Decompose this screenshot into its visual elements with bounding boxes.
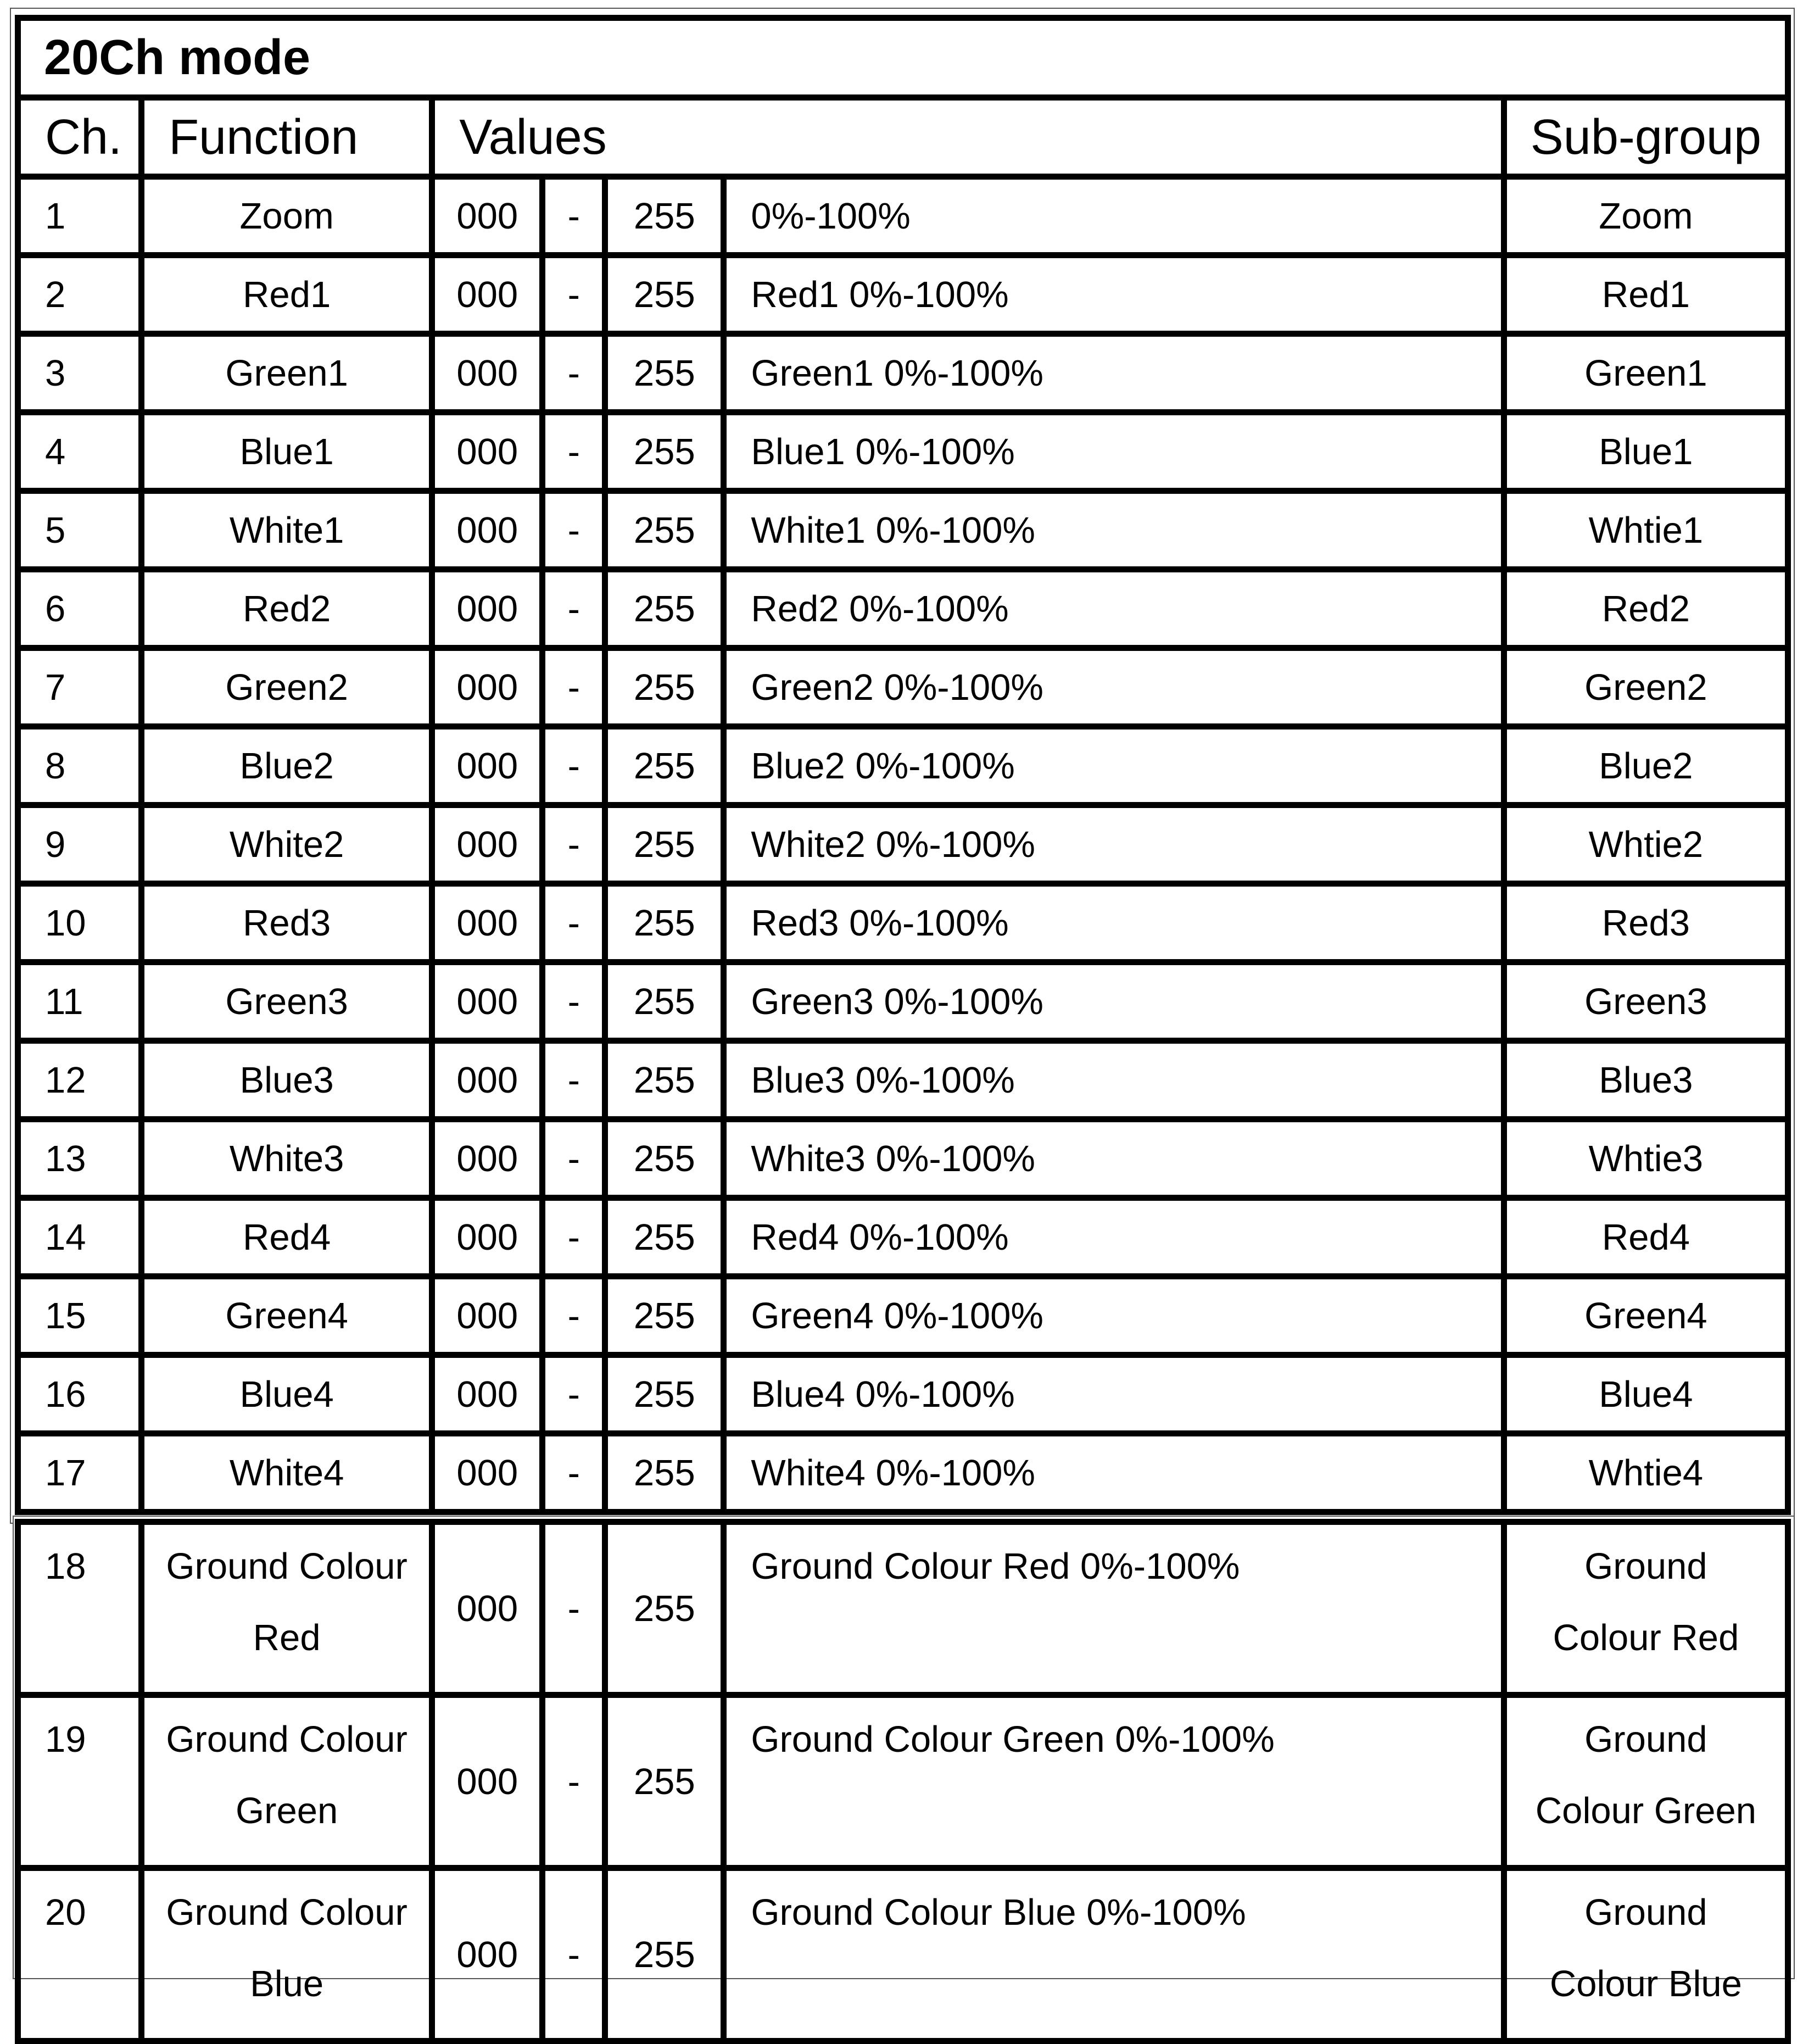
function-name bbox=[142, 1695, 432, 1868]
value-separator: - bbox=[543, 1041, 605, 1120]
value-separator: - bbox=[543, 1434, 605, 1512]
value-separator: - bbox=[543, 255, 605, 334]
function-name: Green3 bbox=[142, 962, 432, 1041]
function-name: Green4 bbox=[142, 1277, 432, 1355]
value-description: Blue1 0%-100% bbox=[724, 413, 1504, 491]
dmx-channel-table bbox=[15, 15, 1791, 1515]
value-from: 000 bbox=[432, 962, 543, 1041]
value-separator: - bbox=[543, 727, 605, 805]
value-separator: - bbox=[543, 413, 605, 491]
subgroup-name: Green1 bbox=[1504, 334, 1788, 413]
function-name: Blue4 bbox=[142, 1355, 432, 1434]
value-description: Red1 0%-100% bbox=[724, 255, 1504, 334]
value-separator: - bbox=[543, 491, 605, 570]
value-separator: - bbox=[543, 1695, 605, 1868]
value-separator: - bbox=[543, 884, 605, 962]
value-from: 000 bbox=[432, 884, 543, 962]
subgroup-name: Blue2 bbox=[1504, 727, 1788, 805]
title-row bbox=[18, 18, 1788, 98]
table-row bbox=[18, 648, 1788, 727]
subgroup-name bbox=[1504, 1695, 1788, 1868]
value-to: 255 bbox=[605, 1277, 724, 1355]
channel-number: 9 bbox=[18, 805, 142, 884]
channel-number: 12 bbox=[18, 1041, 142, 1120]
value-description: Green1 0%-100% bbox=[724, 334, 1504, 413]
function-name-line2: Green bbox=[236, 1790, 338, 1831]
value-description: Ground Colour Green 0%-100% bbox=[724, 1695, 1504, 1868]
value-from: 000 bbox=[432, 177, 543, 255]
value-to: 255 bbox=[605, 1434, 724, 1512]
value-description: Blue4 0%-100% bbox=[724, 1355, 1504, 1434]
channel-number: 14 bbox=[18, 1198, 142, 1277]
value-to: 255 bbox=[605, 1695, 724, 1868]
subgroup-name: Whtie3 bbox=[1504, 1120, 1788, 1198]
value-description: White4 0%-100% bbox=[724, 1434, 1504, 1512]
table-row bbox=[18, 727, 1788, 805]
table-row bbox=[18, 805, 1788, 884]
subgroup-name-line2: Colour Red bbox=[1553, 1617, 1739, 1658]
channel-number: 11 bbox=[18, 962, 142, 1041]
subgroup-name-line1: Ground bbox=[1584, 1892, 1707, 1933]
table-title: 20Ch mode bbox=[18, 18, 1788, 98]
value-from: 000 bbox=[432, 1120, 543, 1198]
function-name: Red3 bbox=[142, 884, 432, 962]
value-description: 0%-100% bbox=[724, 177, 1504, 255]
value-to: 255 bbox=[605, 491, 724, 570]
value-separator: - bbox=[543, 648, 605, 727]
value-from: 000 bbox=[432, 1041, 543, 1120]
subgroup-name: Red1 bbox=[1504, 255, 1788, 334]
subgroup-name-line1: Ground bbox=[1584, 1546, 1707, 1587]
table-row bbox=[18, 884, 1788, 962]
subgroup-name: Whtie4 bbox=[1504, 1434, 1788, 1512]
value-description: Red3 0%-100% bbox=[724, 884, 1504, 962]
value-to: 255 bbox=[605, 334, 724, 413]
value-to: 255 bbox=[605, 962, 724, 1041]
value-description: Blue3 0%-100% bbox=[724, 1041, 1504, 1120]
channel-number: 5 bbox=[18, 491, 142, 570]
table-row bbox=[18, 1522, 1788, 1695]
value-to: 255 bbox=[605, 1120, 724, 1198]
channel-number: 17 bbox=[18, 1434, 142, 1512]
value-to: 255 bbox=[605, 413, 724, 491]
value-from: 000 bbox=[432, 1868, 543, 2041]
function-name: White3 bbox=[142, 1120, 432, 1198]
table-row bbox=[18, 1434, 1788, 1512]
function-name: Red2 bbox=[142, 570, 432, 648]
channel-number: 18 bbox=[18, 1522, 142, 1695]
function-name: Red1 bbox=[142, 255, 432, 334]
table-row bbox=[18, 413, 1788, 491]
function-name: White1 bbox=[142, 491, 432, 570]
subgroup-name-line2: Colour Green bbox=[1535, 1790, 1756, 1831]
value-separator: - bbox=[543, 805, 605, 884]
table-row bbox=[18, 334, 1788, 413]
value-from: 000 bbox=[432, 570, 543, 648]
function-name bbox=[142, 1522, 432, 1695]
table-row bbox=[18, 570, 1788, 648]
channel-number: 4 bbox=[18, 413, 142, 491]
table-row bbox=[18, 1695, 1788, 1868]
table-row bbox=[18, 1355, 1788, 1434]
subgroup-name: Whtie1 bbox=[1504, 491, 1788, 570]
value-from: 000 bbox=[432, 255, 543, 334]
header-values: Values bbox=[432, 98, 1504, 177]
subgroup-name bbox=[1504, 1522, 1788, 1695]
table-row bbox=[18, 255, 1788, 334]
channel-number: 2 bbox=[18, 255, 142, 334]
dmx-ground-colour-table bbox=[15, 1519, 1791, 2044]
subgroup-name: Blue4 bbox=[1504, 1355, 1788, 1434]
channel-number: 19 bbox=[18, 1695, 142, 1868]
subgroup-name: Whtie2 bbox=[1504, 805, 1788, 884]
value-description: Green2 0%-100% bbox=[724, 648, 1504, 727]
subgroup-name: Red4 bbox=[1504, 1198, 1788, 1277]
table-row bbox=[18, 1041, 1788, 1120]
function-name-line2: Red bbox=[253, 1617, 321, 1658]
header-ch: Ch. bbox=[18, 98, 142, 177]
value-from: 000 bbox=[432, 1695, 543, 1868]
subgroup-name-line2: Colour Blue bbox=[1549, 1963, 1742, 2004]
function-name-line1: Ground Colour bbox=[166, 1892, 408, 1933]
function-name: Green2 bbox=[142, 648, 432, 727]
subgroup-name: Green2 bbox=[1504, 648, 1788, 727]
value-description: Blue2 0%-100% bbox=[724, 727, 1504, 805]
value-separator: - bbox=[543, 1355, 605, 1434]
value-separator: - bbox=[543, 570, 605, 648]
value-description: Ground Colour Red 0%-100% bbox=[724, 1522, 1504, 1695]
value-separator: - bbox=[543, 1198, 605, 1277]
subgroup-name: Red2 bbox=[1504, 570, 1788, 648]
channel-number: 7 bbox=[18, 648, 142, 727]
function-name: Blue2 bbox=[142, 727, 432, 805]
value-description: Green4 0%-100% bbox=[724, 1277, 1504, 1355]
value-from: 000 bbox=[432, 1355, 543, 1434]
header-row bbox=[18, 98, 1788, 177]
subgroup-name bbox=[1504, 1868, 1788, 2041]
value-from: 000 bbox=[432, 1198, 543, 1277]
function-name: White2 bbox=[142, 805, 432, 884]
value-description: White2 0%-100% bbox=[724, 805, 1504, 884]
function-name bbox=[142, 1868, 432, 2041]
channel-number: 6 bbox=[18, 570, 142, 648]
value-description: Red2 0%-100% bbox=[724, 570, 1504, 648]
subgroup-name-line1: Ground bbox=[1584, 1719, 1707, 1760]
function-name-line1: Ground Colour bbox=[166, 1546, 408, 1587]
channel-number: 10 bbox=[18, 884, 142, 962]
value-to: 255 bbox=[605, 1355, 724, 1434]
value-to: 255 bbox=[605, 884, 724, 962]
function-name-line2: Blue bbox=[250, 1963, 324, 2004]
value-description: Ground Colour Blue 0%-100% bbox=[724, 1868, 1504, 2041]
subgroup-name: Green4 bbox=[1504, 1277, 1788, 1355]
table-row bbox=[18, 1277, 1788, 1355]
channel-number: 1 bbox=[18, 177, 142, 255]
value-to: 255 bbox=[605, 255, 724, 334]
value-description: White3 0%-100% bbox=[724, 1120, 1504, 1198]
channel-number: 15 bbox=[18, 1277, 142, 1355]
subgroup-name: Zoom bbox=[1504, 177, 1788, 255]
value-to: 255 bbox=[605, 727, 724, 805]
value-to: 255 bbox=[605, 805, 724, 884]
table-row bbox=[18, 177, 1788, 255]
table-row bbox=[18, 1120, 1788, 1198]
value-description: White1 0%-100% bbox=[724, 491, 1504, 570]
subgroup-name: Green3 bbox=[1504, 962, 1788, 1041]
function-name-line1: Ground Colour bbox=[166, 1719, 408, 1760]
value-to: 255 bbox=[605, 648, 724, 727]
table-row bbox=[18, 1868, 1788, 2041]
value-from: 000 bbox=[432, 805, 543, 884]
value-to: 255 bbox=[605, 177, 724, 255]
value-separator: - bbox=[543, 1120, 605, 1198]
channel-number: 20 bbox=[18, 1868, 142, 2041]
channel-number: 8 bbox=[18, 727, 142, 805]
value-to: 255 bbox=[605, 1198, 724, 1277]
value-separator: - bbox=[543, 1277, 605, 1355]
value-from: 000 bbox=[432, 334, 543, 413]
channel-number: 3 bbox=[18, 334, 142, 413]
table-row bbox=[18, 1198, 1788, 1277]
function-name: Red4 bbox=[142, 1198, 432, 1277]
value-from: 000 bbox=[432, 1434, 543, 1512]
value-to: 255 bbox=[605, 1041, 724, 1120]
channel-number: 13 bbox=[18, 1120, 142, 1198]
table-row bbox=[18, 962, 1788, 1041]
value-separator: - bbox=[543, 1522, 605, 1695]
value-separator: - bbox=[543, 1868, 605, 2041]
channel-number: 16 bbox=[18, 1355, 142, 1434]
subgroup-name: Blue3 bbox=[1504, 1041, 1788, 1120]
value-description: Red4 0%-100% bbox=[724, 1198, 1504, 1277]
function-name: White4 bbox=[142, 1434, 432, 1512]
function-name: Zoom bbox=[142, 177, 432, 255]
value-description: Green3 0%-100% bbox=[724, 962, 1504, 1041]
value-from: 000 bbox=[432, 1277, 543, 1355]
function-name: Green1 bbox=[142, 334, 432, 413]
value-to: 255 bbox=[605, 570, 724, 648]
function-name: Blue3 bbox=[142, 1041, 432, 1120]
value-from: 000 bbox=[432, 648, 543, 727]
value-separator: - bbox=[543, 962, 605, 1041]
value-from: 000 bbox=[432, 413, 543, 491]
value-to: 255 bbox=[605, 1522, 724, 1695]
header-function: Function bbox=[142, 98, 432, 177]
header-subgroup: Sub-group bbox=[1504, 98, 1788, 177]
table-row bbox=[18, 491, 1788, 570]
subgroup-name: Red3 bbox=[1504, 884, 1788, 962]
value-from: 000 bbox=[432, 491, 543, 570]
value-to: 255 bbox=[605, 1868, 724, 2041]
value-from: 000 bbox=[432, 1522, 543, 1695]
value-from: 000 bbox=[432, 727, 543, 805]
function-name: Blue1 bbox=[142, 413, 432, 491]
value-separator: - bbox=[543, 177, 605, 255]
subgroup-name: Blue1 bbox=[1504, 413, 1788, 491]
value-separator: - bbox=[543, 334, 605, 413]
